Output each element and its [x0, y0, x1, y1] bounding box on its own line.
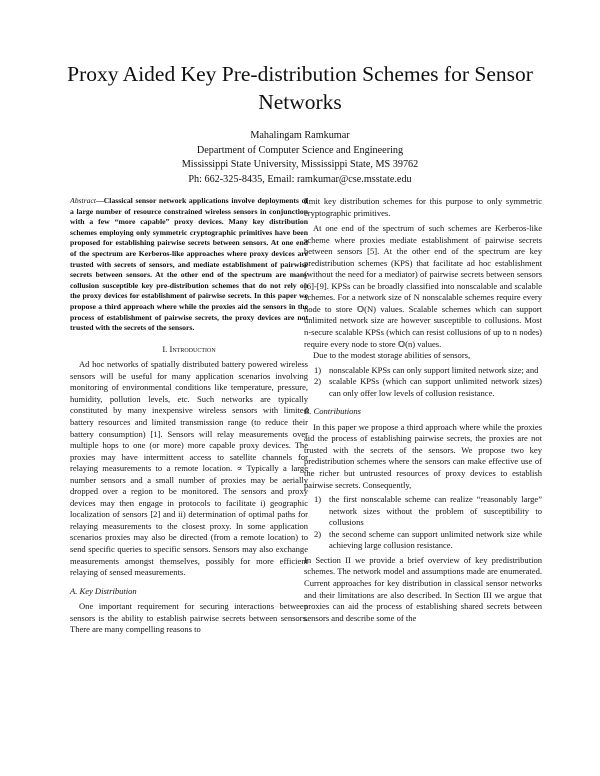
paper-title: Proxy Aided Key Pre-distribution Schemes for Sensor Networks: [67, 62, 533, 114]
kps-limitations-list: [304, 365, 542, 400]
abstract: [70, 196, 308, 334]
section-heading-introduction: I. Introduction: [162, 343, 216, 354]
continued-paragraph: limit key distribution schemes for this purpose to only symmetric cryptographic primitives.: [304, 196, 542, 218]
left-column: [70, 196, 308, 636]
author-department: Department of Computer Science and Engineering: [196, 144, 404, 156]
subsection-heading-key-distribution: A. Key Distribution: [70, 585, 137, 596]
contributions-paragraph: In this paper we propose a third approach where while the proxies aid the process of establishing pairwise secrets, the proxies are not trusted with the secrets of the sensors. We propose two key predistribution schemes where the sensors can make effective use of the richer but untrusted resources of proxy devices to establish pairwise secrets. Consequently,: [304, 421, 542, 490]
author-university: Mississippi State University, Mississippi State, MS 39762: [181, 159, 419, 170]
contributions-list: [304, 494, 542, 552]
author-block: [100, 129, 500, 187]
list-item: 2) the second scheme can support unlimited network size while achieving large collusion resistance.: [314, 528, 542, 551]
overview-paragraph: In Section II we provide a brief overview of key predistribution schemes. The network model and assumptions made are enumerated. Current approaches for key distribution in classical sensor networks and their limitations are also described. In Section III we argue that proxies can aid the process of establishing shared secrets between sensors and describe some of the: [304, 554, 542, 623]
subsection-heading-contributions: B. Contributions: [304, 406, 361, 417]
list-item: 2) scalable KPSs (which can support unlimited network sizes) can only offer low levels of collusion resistance.: [314, 376, 542, 398]
list-item: 1) nonscalable KPSs can only support limited network size; and: [314, 364, 539, 375]
abstract-lead: Abstract: [70, 196, 97, 205]
intro-paragraph: Ad hoc networks of spatially distributed battery powered wireless sensors will be useful for many application scenarios involving monitoring of environmental conditions like temperature, pressure, humidity, pollution levels, etc. Such networks are typically constituted by many inexpensive wireless sensors with limited battery resources and limited transmission range (to reduce their battery consumption) [1]. Sensors will relay measurements over multiple hops to one (or more) more capable proxy devices. The proxies may have intermittent access to satellite channels for relaying measurements to a remote location. ∝ Typically a large number sensors and a small number of proxies may be aerially dropped over a region to be monitored. The sensors and proxy devices may then engage in protocols to facilitate i) geographic localization of sensors [2] and ii) determination of optimal paths for relaying measurements to the closest proxy. In some application scenarios proxies may also be directed (from a remote location) to send specific queries to specific sensors. Sensors may also exchange measurements amongst themselves, possibly for more efficient relaying of sensed measurements.: [70, 359, 308, 578]
abstract-text: —Classical sensor network applications involve deployments of a large number of resource constrained wireless sensors in conjunction with a few “more capable” proxy devices. Many key distribution schemes employing only symmetric cryptographic primitives have been proposed for establishing pairwise secrets between sensors. At one end of the spectrum are Kerberos-like approaches where proxy devices are trusted with secrets of sensors, and mediate establishment of pairwise secrets between sensors. At the other end of the spectrum are many collusion susceptible key pre-distribution schemes that do not rely on the proxy devices for establishment of pairwise secrets. In this paper we propose a third approach where while the proxies aid the sensors in the process of establishment of pairwise secrets, the proxy devices are not trusted with the secrets of the sensors.: [70, 196, 308, 333]
key-distribution-paragraph: One important requirement for securing interactions between sensors is the ability to establish pairwise secrets between sensors. There are many compelling reasons to: [70, 601, 308, 635]
right-column: [304, 196, 542, 624]
storage-paragraph: Due to the modest storage abilities of sensors,: [313, 350, 471, 361]
kps-paragraph: At one end of the spectrum of such schemes are Kerberos-like scheme where proxies mediate establishment of pairwise secrets between sensors [5]. At the other end of the spectrum are key predistribution schemes (KPS) that facilitate ad hoc establishment (without the need for a mediator) of pairwise secrets between sensors [6]-[9]. KPSs can be broadly classified into nonscalable and scalable schemes. For a network size of N nonscalable schemes require every node to store 𝕆(N) values. Scalable schemes which can support unlimited network size are however susceptible to collusions. Most n-secure scalable KPSs (which can resist collusions of up to n nodes) require every node to store 𝕆(n) values.: [304, 223, 542, 349]
author-contact: Ph: 662-325-8435, Email: ramkumar@cse.msstate.edu: [188, 173, 412, 185]
list-item: 1) the first nonscalable scheme can realize “reasonably large” network sizes without the problem of susceptibility to collusions: [314, 494, 542, 528]
author-name: Mahalingam Ramkumar: [250, 130, 350, 141]
